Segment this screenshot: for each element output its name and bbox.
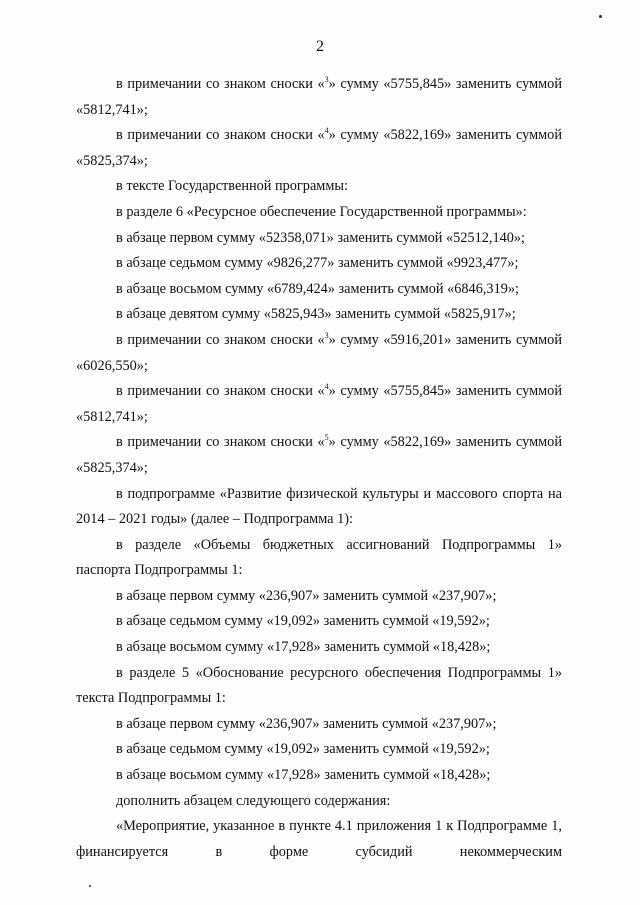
scan-speck: [89, 885, 91, 887]
paragraph-11: [76, 430, 562, 481]
footnote-mark: 4: [324, 382, 329, 392]
paragraph-text: в примечании со знаком сноски «: [116, 331, 325, 348]
paragraph-text: » сумму «5755,845» заменить суммой «5812,741»;: [76, 383, 562, 425]
paragraph-9: [76, 328, 562, 379]
paragraph-text: в примечании со знаком сноски «: [116, 434, 325, 451]
paragraph-text: в примечании со знаком сноски «: [116, 127, 325, 144]
paragraph-13: в разделе «Объемы бюджетных ассигнований Подпрограммы 1» паспорта Подпрограммы 1:: [76, 536, 562, 579]
paragraph-20: в абзаце восьмом сумму «17,928» заменить суммой «18,428»;: [116, 767, 491, 784]
footnote-mark: 3: [324, 330, 329, 340]
paragraph-text: в примечании со знаком сноски «: [116, 76, 325, 92]
paragraph-21: дополнить абзацем следующего содержания:: [116, 792, 391, 809]
paragraph-1: [76, 72, 562, 123]
paragraph-3: в тексте Государственной программы:: [116, 178, 348, 195]
footnote-mark: 3: [324, 75, 329, 84]
paragraph-text: в примечании со знаком сноски «: [116, 383, 325, 400]
page-number: 2: [316, 38, 324, 55]
paragraph-6: в абзаце седьмом сумму «9826,277» заменить суммой «9923,477»;: [116, 255, 519, 272]
paragraph-22: «Мероприятие, указанное в пункте 4.1 приложения 1 к Подпрограмме 1, финансируется в форме субсидий некоммерческим: [76, 818, 562, 860]
paragraph-2: [76, 123, 562, 174]
paragraph-18: в абзаце первом сумму «236,907» заменить суммой «237,907»;: [116, 715, 497, 732]
paragraph-text: » сумму «5916,201» заменить суммой «6026,550»;: [76, 331, 562, 374]
document-body: [76, 72, 562, 865]
paragraph-16: в абзаце восьмом сумму «17,928» заменить суммой «18,428»;: [116, 639, 491, 656]
paragraph-17: в разделе 5 «Обоснование ресурсного обеспечения Подпрограммы 1» текста Подпрограммы 1:: [76, 664, 562, 707]
paragraph-text: » сумму «5822,169» заменить суммой «5825,374»;: [76, 127, 562, 169]
scan-speck: [599, 15, 602, 18]
paragraph-12: в подпрограмме «Развитие физической культуры и массового спорта на 2014 – 2021 годы» (далее – Подпрограмма 1):: [76, 485, 562, 528]
paragraph-4: в разделе 6 «Ресурсное обеспечение Государственной программы»:: [116, 203, 527, 220]
paragraph-8: в абзаце девятом сумму «5825,943» заменить суммой «5825,917»;: [116, 306, 516, 323]
paragraph-7: в абзаце восьмом сумму «6789,424» заменить суммой «6846,319»;: [116, 280, 519, 297]
paragraph-text: » сумму «5755,845» заменить суммой «5812,741»;: [76, 76, 562, 118]
footnote-mark: 4: [324, 126, 329, 136]
paragraph-10: [76, 379, 562, 430]
paragraph-14: в абзаце первом сумму «236,907» заменить суммой «237,907»;: [116, 587, 497, 604]
paragraph-15: в абзаце седьмом сумму «19,092» заменить суммой «19,592»;: [116, 613, 490, 630]
paragraph-text: » сумму «5822,169» заменить суммой «5825,374»;: [76, 434, 562, 476]
paragraph-19: в абзаце седьмом сумму «19,092» заменить суммой «19,592»;: [116, 741, 490, 758]
footnote-mark: 5: [324, 433, 329, 443]
paragraph-5: в абзаце первом сумму «52358,071» заменить суммой «52512,140»;: [116, 229, 526, 246]
